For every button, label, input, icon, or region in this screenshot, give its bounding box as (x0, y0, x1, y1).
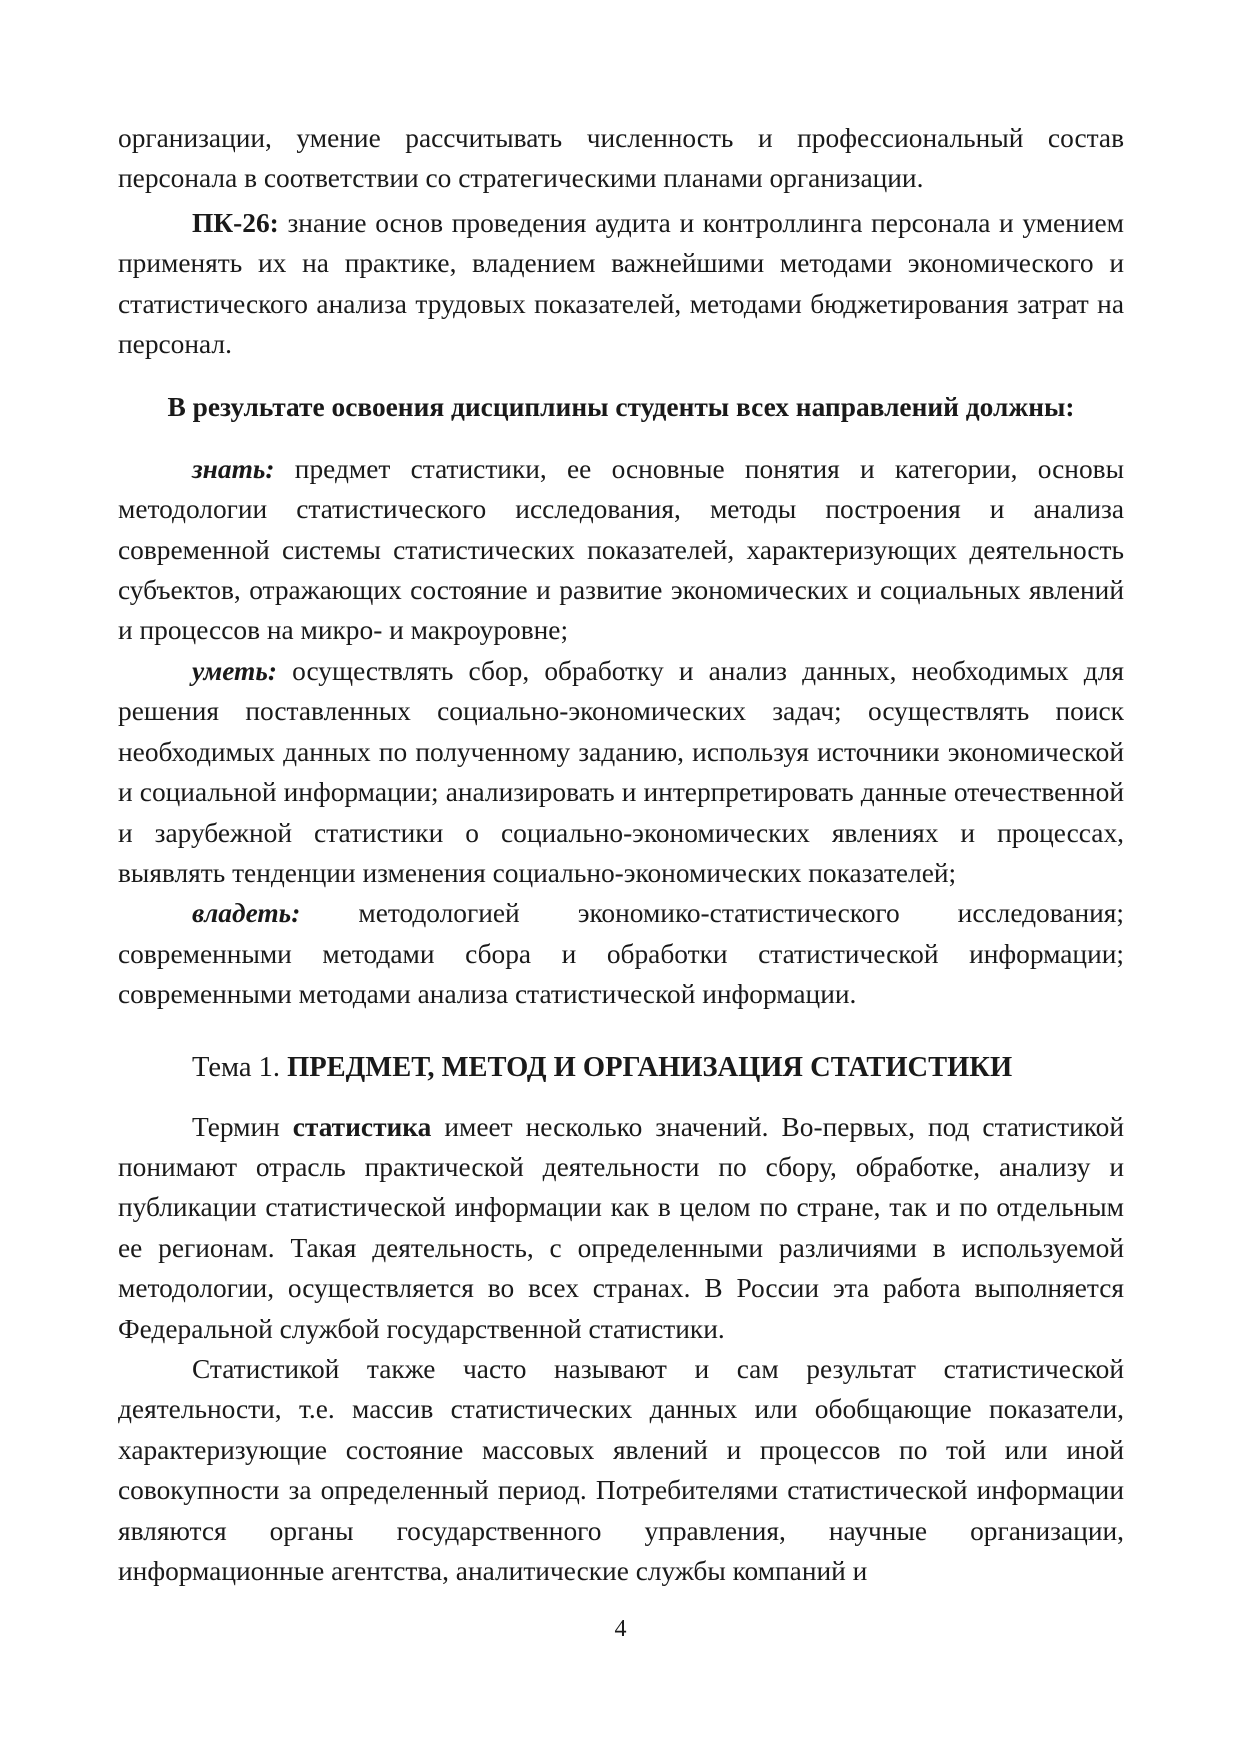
outcome-know-text: предмет статистики, ее основные понятия и категории, основы методологии статистического исследования, методы построения и анализа современной системы статистических показателей, характеризующих деятельность субъектов, отражающих состояние и развитие экономических и социальных явлений и процессов на микро- и макроуровне; (118, 453, 1124, 646)
outcome-master-text: методологией экономико-статистического исследования; современными методами сбора и обработки статистической информации; современными методами анализа статистической информации. (118, 898, 1124, 1010)
page-number: 4 (614, 1616, 627, 1642)
outcome-know-label: знать: (192, 453, 275, 484)
outcome-know (118, 449, 1124, 651)
paragraph-term-before: Термин (192, 1111, 293, 1142)
paragraph-statistics-result: Статистикой также часто называют и сам результат статистической деятельности, т.е. массив статистических данных или обобщающие показатели, характеризующие состояние массовых явлений и процессов по той или иной совокупности за определенный период. Потребителями статистической информации являются органы государственного управления, научные организации, информационные агентства, аналитические службы компаний и (118, 1353, 1124, 1586)
outcome-be-able (118, 651, 1124, 893)
intro-continuation: организации, умение рассчитывать численность и профессиональный состав персонала в соответствии со стратегическими планами организации. (118, 123, 1124, 194)
paragraph-term-statistics (118, 1107, 1124, 1349)
competence-pk26-text: знание основ проведения аудита и контроллинга персонала и умением применять их на практике, владением важнейшими методами экономического и статистического анализа трудовых показателей, методами бюджетирования затрат на персонал. (118, 207, 1124, 360)
topic-heading (118, 1047, 1124, 1089)
topic-prefix: Тема 1. (192, 1051, 288, 1083)
term-statistics: статистика (292, 1111, 432, 1142)
competence-pk26 (118, 203, 1124, 365)
document-page (118, 118, 1124, 1591)
outcome-be-able-text: осуществлять сбор, обработку и анализ данных, необходимых для решения поставленных социально-экономических задач; осуществлять поиск необходимых данных по полученному заданию, используя источники экономической и социальной информации; анализировать и интерпретировать данные отечественной и зарубежной статистики о социально-экономических явлениях и процессах, выявлять тенденции изменения социально-экономических показателей; (118, 655, 1124, 888)
topic-title: ПРЕДМЕТ, МЕТОД И ОРГАНИЗАЦИЯ СТАТИСТИКИ (287, 1051, 1013, 1083)
outcome-master-label: владеть: (192, 898, 301, 929)
competence-pk26-label: ПК-26: (192, 207, 279, 238)
results-heading: В результате освоения дисциплины студенты всех направлений должны: (167, 392, 1075, 423)
paragraph-term-after: имеет несколько значений. Во-первых, под статистикой понимают отрасль практической деятельности по сбору, обработке, анализу и публикации статистической информации как в целом по стране, так и по отдельным ее регионам. Такая деятельность, с определенными различиями в используемой методологии, осуществляется во всех странах. В России эта работа выполняется Федеральной службой государственной статистики. (118, 1111, 1125, 1344)
outcome-master (118, 893, 1124, 1014)
outcome-be-able-label: уметь: (192, 655, 277, 686)
